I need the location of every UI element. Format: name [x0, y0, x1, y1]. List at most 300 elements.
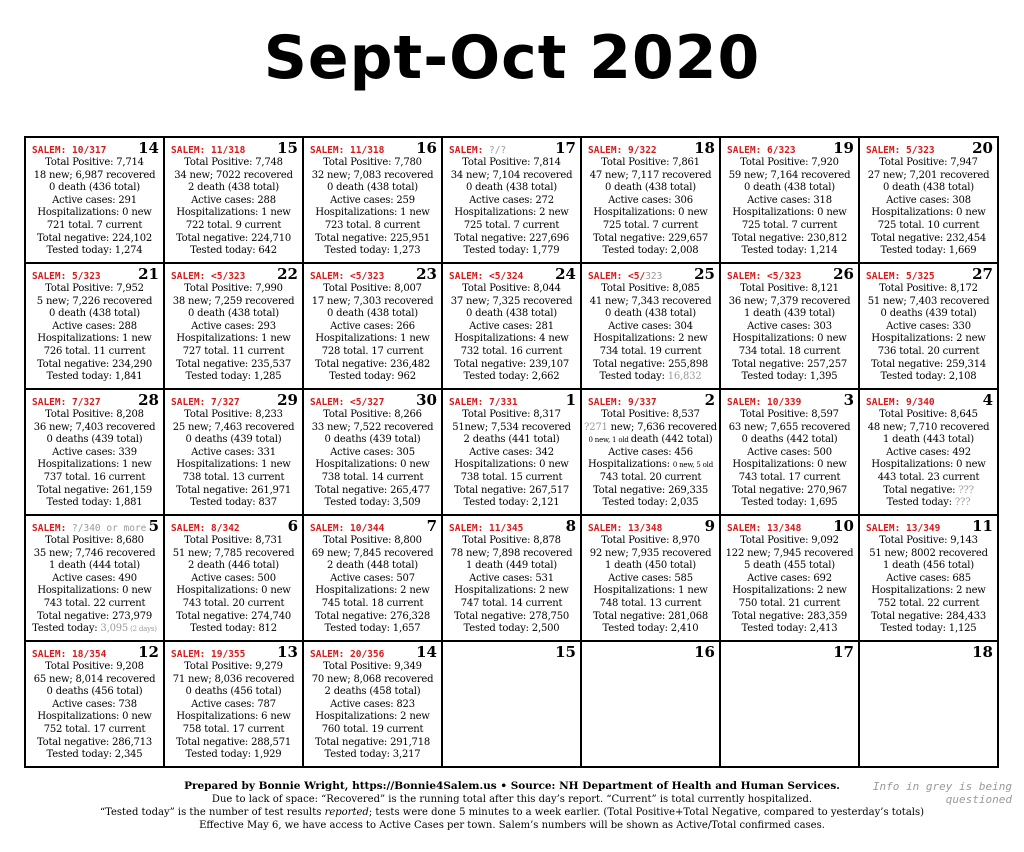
stat-line: 63 new; 7,655 recovered — [728, 421, 851, 433]
salem-count-text: SALEM: 5/325 — [866, 271, 935, 282]
stat-line: Total negative: 229,657 — [592, 232, 709, 244]
stat-line: 0 deaths (456 total) — [46, 686, 143, 698]
stat-line: Total negative: 270,967 — [731, 484, 848, 496]
day-header — [860, 393, 997, 409]
day-header — [26, 519, 163, 535]
day-header — [443, 393, 580, 409]
stat-line: Total negative: 261,971 — [175, 484, 292, 496]
stat-line: Total Positive: 7,714 — [45, 157, 144, 168]
stat-line: 0 death (438 total) — [466, 308, 557, 320]
stat-line: Total Positive: 8,731 — [184, 535, 283, 546]
stat-line: Active cases: 305 — [330, 446, 415, 458]
salem-count — [588, 145, 657, 156]
questioned-value: ??? — [958, 484, 974, 496]
stat-line: Total Positive: 7,814 — [462, 157, 561, 168]
day-number: 4 — [982, 391, 993, 409]
stat-line: Active cases: 272 — [469, 194, 554, 206]
day-header — [26, 141, 163, 157]
stat-line: 0 deaths (439 total) — [880, 308, 977, 320]
stat-line: Hospitalizations: 0 new — [37, 711, 152, 723]
day-cell — [582, 138, 721, 264]
stat-line: 738 total. 14 current — [321, 471, 424, 483]
stat-line: Active cases: 738 — [52, 698, 137, 710]
stat-line: 37 new; 7,325 recovered — [450, 295, 573, 307]
questioned-value: ??? — [954, 497, 971, 509]
day-cell — [721, 390, 860, 516]
stat-line: Total negative: 224,102 — [36, 232, 153, 244]
stat-line — [860, 497, 997, 510]
stat-line: Hospitalizations: 1 new — [315, 333, 430, 345]
stat-line: 0 deaths (439 total) — [324, 434, 421, 446]
stat-line: 752 total. 22 current — [877, 597, 980, 609]
salem-count-text: SALEM: 10/339 — [727, 397, 802, 408]
stat-line: Hospitalizations: 2 new — [315, 711, 430, 723]
stat-line: 0 death (438 total) — [744, 182, 835, 194]
salem-count — [866, 271, 935, 282]
stat-line: Tested today: 1,695 — [741, 497, 838, 509]
stat-line: 0 death (436 total) — [49, 182, 140, 194]
day-number: 29 — [277, 391, 298, 409]
stat-line: 0 death (438 total) — [605, 308, 696, 320]
day-number: 15 — [555, 643, 576, 661]
stat-line: Active cases: 585 — [608, 572, 693, 584]
stat-line: Active cases: 490 — [52, 572, 137, 584]
stat-line: 0 deaths (442 total) — [741, 434, 838, 446]
salem-count-text: SALEM: 11/345 — [449, 523, 524, 534]
stat-line: Tested today: 1,273 — [324, 245, 421, 257]
footer-note-tested: “Tested today” is the number of test results reported; tests were done 5 minutes to a week earlier. (Total Positive+Total Negative, compared to yesterday’s totals) — [99, 807, 925, 818]
stat-line: Active cases: 288 — [191, 194, 276, 206]
stat-line: 725 total. 10 current — [877, 219, 980, 231]
stat-line: Hospitalizations: 1 new — [37, 333, 152, 345]
stat-line: Tested today: 812 — [190, 623, 277, 635]
stat-line: Tested today: 2,008 — [602, 245, 699, 257]
day-header — [860, 519, 997, 535]
stat-line: Total negative: 291,718 — [314, 736, 431, 748]
stat-line: Hospitalizations: 2 new — [315, 585, 430, 597]
salem-count — [449, 271, 523, 282]
day-cell — [165, 516, 304, 642]
grey-info-note: Info in grey is being questioned — [872, 780, 1012, 806]
day-cell — [165, 264, 304, 390]
stat-line: 25 new; 7,463 recovered — [172, 421, 295, 433]
day-header — [721, 519, 858, 535]
stat-line: 443 total. 23 current — [877, 471, 980, 483]
day-number: 2 — [704, 391, 715, 409]
stat-line: Total negative: 257,257 — [731, 358, 848, 370]
stat-line — [582, 434, 719, 447]
stat-line: 17 new; 7,303 recovered — [311, 295, 434, 307]
stat-line: 743 total. 17 current — [738, 471, 841, 483]
day-header — [26, 267, 163, 283]
day-cell — [304, 516, 443, 642]
day-cell — [443, 264, 582, 390]
day-cell — [443, 138, 582, 264]
stat-line: Total negative: 255,898 — [592, 358, 709, 370]
day-number: 14 — [138, 139, 159, 157]
salem-count — [171, 145, 245, 156]
stat-line: Hospitalizations: 1 new — [176, 207, 291, 219]
salem-count — [727, 271, 801, 282]
day-header — [860, 141, 997, 157]
salem-count — [310, 397, 384, 408]
stat-line: 725 total. 7 current — [463, 219, 560, 231]
salem-count-text: SALEM: 11/318 — [171, 145, 246, 156]
day-cell — [26, 642, 165, 768]
salem-count-text: SALEM: 9/340 — [866, 397, 935, 408]
salem-count-text: SALEM: 13/349 — [866, 523, 941, 534]
day-header — [582, 267, 719, 283]
stat-line: 5 new; 7,226 recovered — [36, 295, 153, 307]
stat-line — [582, 371, 719, 384]
stat-line: 48 new; 7,710 recovered — [867, 421, 990, 433]
stat-text: new; 7,636 recovered — [607, 421, 717, 433]
day-cell — [443, 642, 582, 768]
salem-count — [171, 649, 245, 660]
day-header — [721, 267, 858, 283]
salem-count-text: SALEM: 20/356 — [310, 649, 385, 660]
stat-line: 92 new; 7,935 recovered — [589, 547, 712, 559]
salem-count — [727, 145, 796, 156]
day-header — [165, 393, 302, 409]
stat-line: Total Positive: 8,007 — [323, 283, 422, 294]
day-cell — [26, 138, 165, 264]
stat-line: Total negative: 267,517 — [453, 484, 570, 496]
stat-line: 78 new; 7,898 recovered — [450, 547, 573, 559]
salem-count-text: SALEM: <5/323 — [171, 271, 246, 282]
stat-line: Tested today: 962 — [329, 371, 416, 383]
stat-line: Active cases: 318 — [747, 194, 832, 206]
stat-line: Hospitalizations: 0 new — [37, 207, 152, 219]
day-number: 8 — [565, 517, 576, 535]
salem-count-text: SALEM: 11/318 — [310, 145, 385, 156]
stat-line: Total Positive: 7,861 — [601, 157, 700, 168]
stat-text: Tested today: — [599, 371, 668, 383]
day-number: 16 — [416, 139, 437, 157]
stat-line: Total negative: 274,740 — [175, 610, 292, 622]
stat-line: Hospitalizations: 1 new — [176, 459, 291, 471]
salem-count-text: SALEM: 10/317 — [32, 145, 107, 156]
day-header — [443, 519, 580, 535]
stat-line: 722 total. 9 current — [185, 219, 282, 231]
stat-line: 33 new; 7,522 recovered — [311, 421, 434, 433]
stat-line: Total Positive: 8,878 — [462, 535, 561, 546]
day-cell — [721, 138, 860, 264]
stat-line — [860, 485, 997, 498]
stat-line: Total Positive: 8,044 — [462, 283, 561, 294]
stat-line: 0 death (438 total) — [188, 308, 279, 320]
day-number: 5 — [148, 517, 159, 535]
salem-count-text: SALEM: <5/323 — [727, 271, 802, 282]
stat-line: 1 death (456 total) — [883, 560, 974, 572]
stat-line: Hospitalizations: 1 new — [176, 333, 291, 345]
stat-line: Total Positive: 8,266 — [323, 409, 422, 420]
stat-line: 727 total. 11 current — [182, 345, 285, 357]
stat-line: 71 new; 8,036 recovered — [172, 673, 295, 685]
stat-line: 743 total. 22 current — [43, 597, 146, 609]
stat-line: 725 total. 7 current — [602, 219, 699, 231]
stat-line: Active cases: 330 — [886, 320, 971, 332]
salem-count — [727, 397, 801, 408]
salem-count-text: SALEM: 13/348 — [588, 523, 663, 534]
salem-count-text: SALEM: 7/331 — [449, 397, 518, 408]
stat-line: 32 new; 7,083 recovered — [311, 169, 434, 181]
stat-line: Total Positive: 8,970 — [601, 535, 700, 546]
salem-count — [310, 523, 384, 534]
stat-line: 738 total. 15 current — [460, 471, 563, 483]
stat-line: Total negative: 235,537 — [175, 358, 292, 370]
stat-line: 1 death (443 total) — [883, 434, 974, 446]
stat-line: Total negative: 259,314 — [870, 358, 987, 370]
stat-line: 743 total. 20 current — [599, 471, 702, 483]
footer-credit: Prepared by Bonnie Wright, https://Bonnie4Salem.us • Source: NH Department of Health and Human Services. — [184, 780, 840, 792]
stat-line: Active cases: 492 — [886, 446, 971, 458]
day-header — [721, 393, 858, 409]
salem-count — [171, 523, 240, 534]
salem-count-text: SALEM: 5/323 — [32, 271, 101, 282]
day-cell — [304, 264, 443, 390]
stat-line: Active cases: 500 — [747, 446, 832, 458]
stat-line: Tested today: 2,108 — [880, 371, 977, 383]
day-number: 1 — [565, 391, 576, 409]
day-number: 6 — [287, 517, 298, 535]
stat-line: Active cases: 291 — [52, 194, 137, 206]
stat-line: 732 total. 16 current — [460, 345, 563, 357]
salem-count-text: SALEM: 8/342 — [171, 523, 240, 534]
stat-line: Hospitalizations: 2 new — [593, 333, 708, 345]
stat-line: 728 total. 17 current — [321, 345, 424, 357]
stat-line: 1 death (444 total) — [49, 560, 140, 572]
stat-line: Total Positive: 7,920 — [740, 157, 839, 168]
page-title: Sept-Oct 2020 — [263, 23, 761, 93]
day-number: 15 — [277, 139, 298, 157]
salem-count — [866, 523, 940, 534]
day-header — [582, 645, 719, 661]
stat-line: Hospitalizations: 0 new — [871, 459, 986, 471]
day-number: 3 — [843, 391, 854, 409]
day-number: 24 — [555, 265, 576, 283]
stat-line: 0 death (438 total) — [883, 182, 974, 194]
day-cell — [860, 516, 999, 642]
day-number: 18 — [694, 139, 715, 157]
stat-line: Hospitalizations: 4 new — [454, 333, 569, 345]
stat-line: Active cases: 685 — [886, 572, 971, 584]
salem-count — [171, 271, 245, 282]
stat-line: Active cases: 339 — [52, 446, 137, 458]
salem-count — [588, 271, 662, 282]
stat-line: 47 new; 7,117 recovered — [589, 169, 712, 181]
stat-line: Tested today: 1,214 — [741, 245, 838, 257]
salem-count — [310, 271, 384, 282]
day-cell — [582, 642, 721, 768]
stat-line: Active cases: 787 — [191, 698, 276, 710]
day-cell — [26, 516, 165, 642]
stat-line: Active cases: 293 — [191, 320, 276, 332]
stat-line: 758 total. 17 current — [182, 723, 285, 735]
stat-line: Total negative: 234,290 — [36, 358, 153, 370]
stat-line: Tested today: 1,881 — [46, 497, 143, 509]
day-number: 21 — [138, 265, 159, 283]
stat-line: Tested today: 1,929 — [185, 749, 282, 761]
stat-line: Total Positive: 7,952 — [45, 283, 144, 294]
stat-line: 748 total. 13 current — [599, 597, 702, 609]
stat-line: 0 deaths (456 total) — [185, 686, 282, 698]
stat-line: 69 new; 7,845 recovered — [311, 547, 434, 559]
stat-line: Total Positive: 9,092 — [740, 535, 839, 546]
stat-line: Tested today: 1,657 — [324, 623, 421, 635]
stat-line: Total Positive: 8,645 — [879, 409, 978, 420]
stat-line: Total negative: 269,335 — [592, 484, 709, 496]
stat-line: Total negative: 288,571 — [175, 736, 292, 748]
day-header — [304, 393, 441, 409]
day-number: 18 — [972, 643, 993, 661]
stat-line — [26, 623, 163, 636]
day-number: 17 — [833, 643, 854, 661]
salem-count-questioned: ?/340 or more — [72, 523, 147, 534]
stat-line: Total Positive: 9,349 — [323, 661, 422, 672]
day-cell — [582, 516, 721, 642]
salem-count-text: SALEM: <5/324 — [449, 271, 524, 282]
day-header — [304, 519, 441, 535]
questioned-value: 16,832 — [667, 371, 702, 383]
day-cell — [721, 516, 860, 642]
stat-text: Tested today: — [32, 623, 101, 635]
day-header — [26, 393, 163, 409]
day-number: 26 — [833, 265, 854, 283]
stat-line: Tested today: 2,410 — [602, 623, 699, 635]
stat-line: 36 new; 7,403 recovered — [33, 421, 156, 433]
stat-line: Hospitalizations: 0 new — [37, 585, 152, 597]
stat-line: 51 new; 7,403 recovered — [867, 295, 990, 307]
day-cell — [26, 390, 165, 516]
stat-line: Active cases: 531 — [469, 572, 554, 584]
salem-count-text: SALEM: 18/354 — [32, 649, 107, 660]
day-number: 13 — [277, 643, 298, 661]
stat-line: Tested today: 1,395 — [741, 371, 838, 383]
stat-line — [582, 422, 719, 435]
stat-line: Tested today: 1,669 — [880, 245, 977, 257]
salem-count — [171, 397, 240, 408]
salem-count-text: SALEM: <5/327 — [310, 397, 385, 408]
day-number: 7 — [426, 517, 437, 535]
day-cell — [165, 642, 304, 768]
stat-line: 59 new; 7,164 recovered — [728, 169, 851, 181]
stat-line: Tested today: 1,841 — [46, 371, 143, 383]
stat-line: 2 deaths (441 total) — [463, 434, 560, 446]
salem-count — [449, 145, 506, 156]
stat-line: 34 new; 7022 recovered — [174, 169, 293, 181]
stat-line: Hospitalizations: 2 new — [454, 207, 569, 219]
stat-line: 27 new; 7,201 recovered — [867, 169, 990, 181]
stat-line: 726 total. 11 current — [43, 345, 146, 357]
stat-line: Active cases: 281 — [469, 320, 554, 332]
footer — [0, 780, 1024, 832]
day-header — [721, 645, 858, 661]
stat-line: Total Positive: 9,143 — [879, 535, 978, 546]
stat-line: Hospitalizations: 2 new — [454, 585, 569, 597]
salem-count-text: SALEM: 10/344 — [310, 523, 385, 534]
stat-line: Tested today: 1,285 — [185, 371, 282, 383]
stat-line: Active cases: 303 — [747, 320, 832, 332]
stat-line: 70 new; 8,068 recovered — [311, 673, 434, 685]
salem-count-text: SALEM: 6/323 — [727, 145, 796, 156]
stat-text: Total negative: — [883, 484, 959, 496]
stat-line: Total negative: 273,979 — [36, 610, 153, 622]
stat-line: Total negative: 286,713 — [36, 736, 153, 748]
salem-count — [588, 397, 657, 408]
stat-line: Hospitalizations: 0 new — [593, 207, 708, 219]
stat-line: 750 total. 21 current — [738, 597, 841, 609]
stat-line: Total negative: 283,359 — [731, 610, 848, 622]
salem-count — [310, 649, 384, 660]
stat-line: Total negative: 278,750 — [453, 610, 570, 622]
day-number: 19 — [833, 139, 854, 157]
stat-line: 41 new; 7,343 recovered — [589, 295, 712, 307]
stat-line: Hospitalizations: 0 new — [871, 207, 986, 219]
day-number: 10 — [833, 517, 854, 535]
day-header — [443, 645, 580, 661]
day-header — [165, 267, 302, 283]
stat-line: Total negative: 261,159 — [36, 484, 153, 496]
stat-line: Total negative: 227,696 — [453, 232, 570, 244]
stat-line: Active cases: 500 — [191, 572, 276, 584]
day-cell — [26, 264, 165, 390]
stat-line: 0 deaths (439 total) — [185, 434, 282, 446]
stat-line: Active cases: 306 — [608, 194, 693, 206]
day-header — [165, 141, 302, 157]
day-number: 12 — [138, 643, 159, 661]
stat-line: Total Positive: 8,680 — [45, 535, 144, 546]
stat-small-text: 0 new, 1 old — [588, 436, 631, 445]
stat-line: Tested today: 642 — [190, 245, 277, 257]
salem-count-text: SALEM: 7/327 — [32, 397, 101, 408]
stat-line: 38 new; 7,259 recovered — [172, 295, 295, 307]
stat-line: Total Positive: 7,748 — [184, 157, 283, 168]
stat-line: Total Positive: 7,947 — [879, 157, 978, 168]
stat-line: Total negative: 284,433 — [870, 610, 987, 622]
stat-line: Total Positive: 8,121 — [740, 283, 839, 294]
footer-note-active: Effective May 6, we have access to Active Cases per town. Salem’s numbers will be shown as Active/Total confirmed cases. — [199, 820, 825, 831]
day-header — [443, 141, 580, 157]
salem-count-text: SALEM: 13/348 — [727, 523, 802, 534]
day-number: 16 — [694, 643, 715, 661]
salem-count-text: SALEM: 9/337 — [588, 397, 657, 408]
stat-line — [582, 459, 719, 472]
day-header — [165, 645, 302, 661]
stat-line: 734 total. 19 current — [599, 345, 702, 357]
stat-line: Active cases: 304 — [608, 320, 693, 332]
stat-line: Hospitalizations: 0 new — [176, 585, 291, 597]
stat-line: Hospitalizations: 2 new — [871, 585, 986, 597]
day-cell — [443, 390, 582, 516]
stat-line: Total negative: 225,951 — [314, 232, 431, 244]
day-header — [165, 519, 302, 535]
stat-small-text: 0 new, 5 old — [672, 461, 713, 470]
stat-line: Total Positive: 8,597 — [740, 409, 839, 420]
stat-line: Hospitalizations: 0 new — [454, 459, 569, 471]
stat-line: 736 total. 20 current — [877, 345, 980, 357]
day-header — [304, 645, 441, 661]
day-cell — [304, 390, 443, 516]
salem-count — [727, 523, 801, 534]
stat-line: 34 new; 7,104 recovered — [450, 169, 573, 181]
stat-line: Total Positive: 8,208 — [45, 409, 144, 420]
salem-count-text: SALEM: — [449, 145, 490, 156]
day-header — [582, 393, 719, 409]
salem-count — [32, 145, 106, 156]
stat-line: 2 deaths (458 total) — [324, 686, 421, 698]
stat-line: 18 new; 6,987 recovered — [33, 169, 156, 181]
